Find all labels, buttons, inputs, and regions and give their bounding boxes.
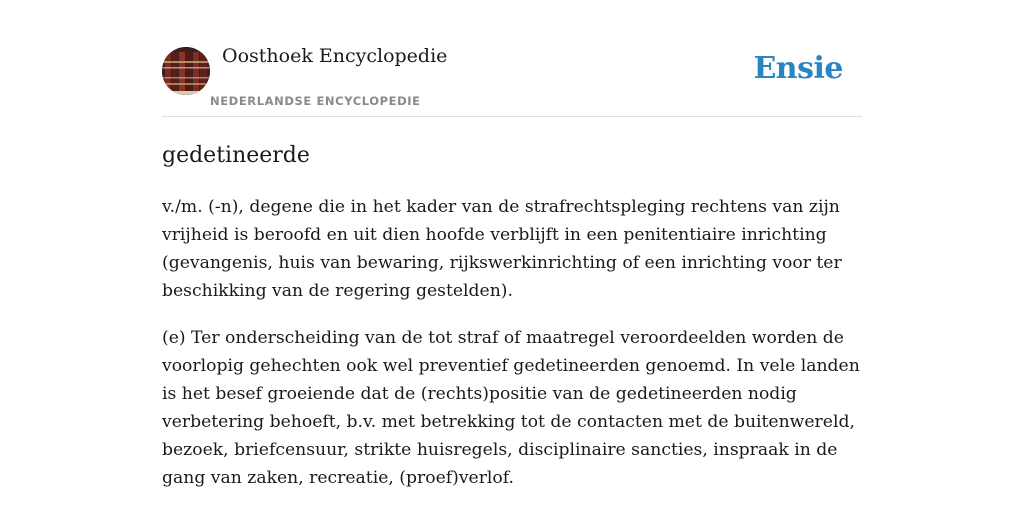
entry-paragraph: v./m. (-n), degene die in het kader van de strafrechtspleging rechtens van zijn vrijheid is beroofd en uit dien hoofde verblijft in een penitentiaire inrichting (gevangenis, huis van bewaring, rijkswerkinrichting of een inrichting voor ter beschikking van de regering gestelden). <box>162 197 842 301</box>
site-header <box>162 0 862 117</box>
site-subtitle: NEDERLANDSE ENCYCLOPEDIE <box>210 94 421 108</box>
entry-content <box>162 141 862 492</box>
entry-title: gedetineerde <box>162 143 310 168</box>
encyclopedia-books-icon[interactable] <box>162 47 210 95</box>
site-title[interactable]: Oosthoek Encyclopedie <box>222 45 448 67</box>
entry-paragraph: (e) Ter onderscheiding van de tot straf of maatregel veroordeelden worden de voorlopig gehechten ook wel preventief gedetineerden genoemd. In vele landen is het besef groeiende dat de (rechts)positie van de gedetineerden nodig verbetering behoeft, b.v. met betrekking tot de contacten met de buitenwereld, bezoek, briefcensuur, strikte huisregels, disciplinaire sancties, inspraak in de gang van zaken, recreatie, (proef)verlof. <box>162 328 860 488</box>
page-container <box>162 0 862 492</box>
brand-logo-link[interactable]: Ensie <box>753 51 843 86</box>
